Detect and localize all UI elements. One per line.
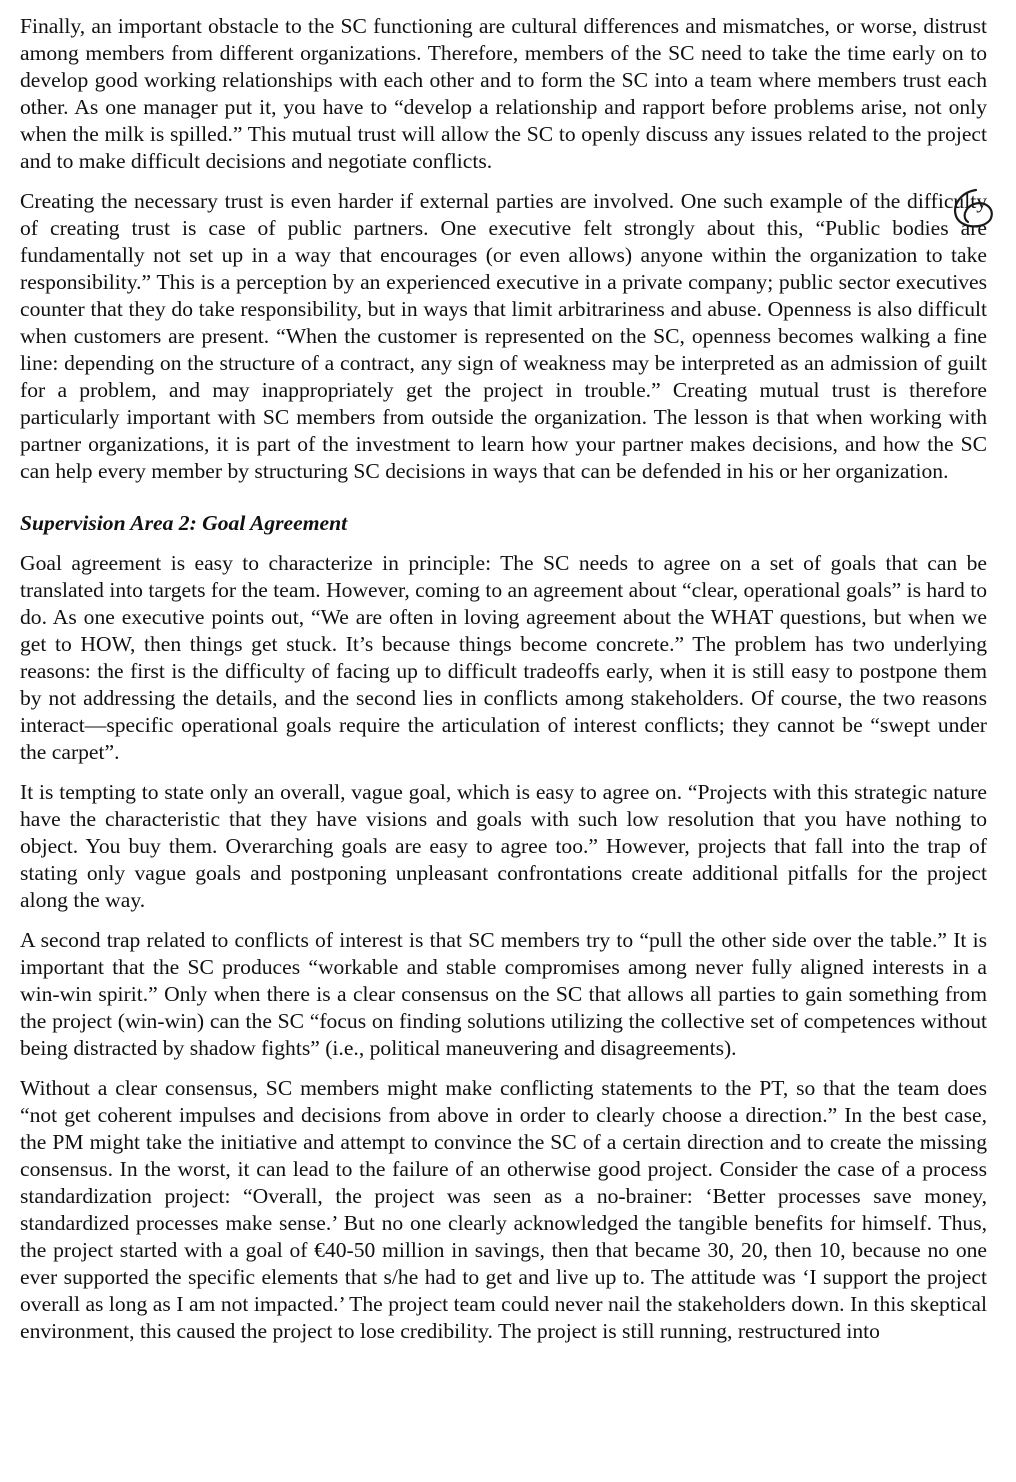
paragraph-second-trap: A second trap related to conflicts of interest is that SC members try to “pull the other side over the table.” It is important that the SC produces “workable and stable compromises among never fully aligned interests in a win-win spirit.” Only when there is a clear consensus on the SC that allows all parties to gain something from the project (win-win) can the SC “focus on finding solutions utilizing the collective set of competences without being distracted by shadow fights” (i.e., political maneuvering and disagreements). — [20, 928, 987, 1060]
handwritten-annotation-mark — [948, 186, 996, 234]
paragraph-external-parties: Creating the necessary trust is even harder if external parties are involved. One such example of the difficulty of creating trust is case of public partners. One executive felt strongly about this, “Public bodies are fundamentally not set up in a way that encourages (or even allows) anyone within the organization to take responsibility.” This is a perception by an experienced executive in a private company; public sector executives counter that they do take responsibility, but in ways that limit arbitrariness and abuse. Openness is also difficult when customers are present. “When the customer is represented on the SC, openness becomes walking a fine line: depending on the structure of a contract, any sign of weakness may be interpreted as an admission of guilt for a problem, and may inappropriately get the project in trouble.” Creating mutual trust is therefore particularly important with SC members from outside the organization. The lesson is that when working with partner organizations, it is part of the investment to learn how your partner makes decisions, and how the SC can help every member by structuring SC decisions in ways that can be defended in his or her organization. — [20, 189, 987, 483]
paragraph-goal-agreement: Goal agreement is easy to characterize in principle: The SC needs to agree on a set of goals that can be translated into targets for the team. However, coming to an agreement about “clear, operational goals” is hard to do. As one executive points out, “We are often in loving agreement about the WHAT questions, but when we get to HOW, then things get stuck. It’s because things become concrete.” The problem has two underlying reasons: the first is the difficulty of facing up to difficult tradeoffs early, when it is still easy to postpone them by not addressing the details, and the second lies in conflicts among stakeholders. Of course, the two reasons interact—specific operational goals require the articulation of interest conflicts; they cannot be “swept under the carpet”. — [20, 551, 987, 764]
section-heading: Supervision Area 2: Goal Agreement — [20, 511, 348, 535]
paragraph-vague-goal: It is tempting to state only an overall, vague goal, which is easy to agree on. “Projects with this strategic nature have the characteristic that they have visions and goals with such low resolution that you have nothing to object. You buy them. Overarching goals are easy to agree too.” However, projects that fall into the trap of stating only vague goals and postponing unpleasant confrontations create additional pitfalls for the project along the way. — [20, 780, 987, 912]
paragraph-no-consensus: Without a clear consensus, SC members might make conflicting statements to the PT, so that the team does “not get coherent impulses and decisions from above in order to clearly choose a direction.” In the best case, the PM might take the initiative and attempt to convince the SC of a certain direction and to create the missing consensus. In the worst, it can lead to the failure of an otherwise good project. Consider the case of a process standardization project: “Overall, the project was seen as a no-brainer: ‘Better processes save money, standardized processes make sense.’ But no one clearly acknowledged the tangible benefits for himself. Thus, the project started with a goal of €40-50 million in savings, then that became 30, 20, then 10, because no one ever supported the specific elements that s/he had to get and live up to. The attitude was ‘I support the project overall as long as I am not impacted.’ The project team could never nail the stakeholders down. In this skeptical environment, this caused the project to lose credibility. The project is still running, restructured into — [20, 1076, 987, 1343]
paragraph-trust-obstacle: Finally, an important obstacle to the SC functioning are cultural differences and mismatches, or worse, distrust among members from different organizations. Therefore, members of the SC need to take the time early on to develop good working relationships with each other and to form the SC into a team where members trust each other. As one manager put it, you have to “develop a relationship and rapport before problems arise, not only when the milk is spilled.” This mutual trust will allow the SC to openly discuss any issues related to the project and to make difficult decisions and negotiate conflicts. — [20, 14, 987, 173]
document-page — [20, 13, 987, 1358]
